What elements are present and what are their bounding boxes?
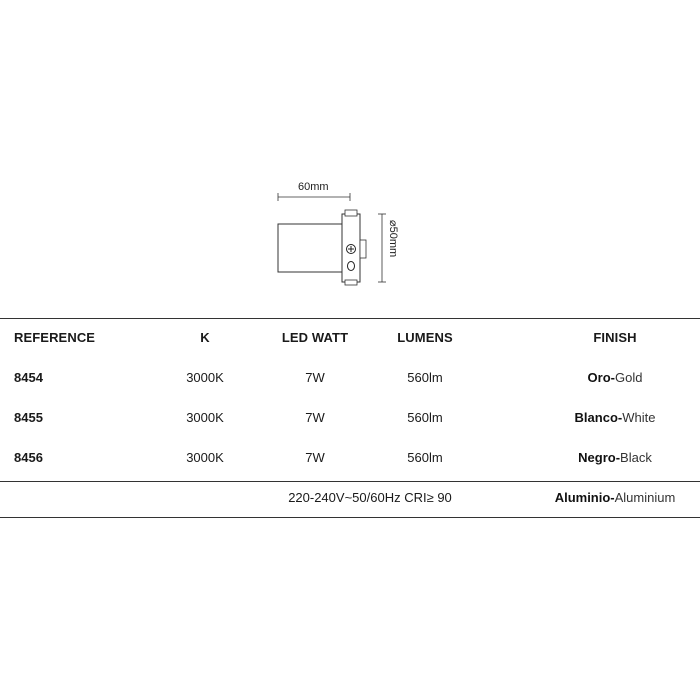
- lamp-body: [278, 224, 342, 272]
- finish-en: Gold: [614, 370, 643, 385]
- row-8454-finish: [540, 369, 690, 387]
- row-8454-k: 3000K: [186, 370, 224, 385]
- material: [530, 489, 700, 507]
- header-led-watt: LED WATT: [281, 330, 349, 345]
- screw-bottom: [348, 262, 355, 271]
- table-top-rule: [0, 318, 700, 319]
- finish-es: Oro-: [587, 370, 615, 385]
- row-8455-reference: 8455: [14, 410, 43, 425]
- row-8455-led-watt: 7W: [305, 410, 325, 425]
- material-es: Aluminio-: [554, 490, 615, 505]
- width-dimension-label: 60mm: [298, 181, 329, 193]
- product-dimension-drawing: [260, 170, 410, 300]
- header-reference: REFERENCE: [14, 330, 96, 345]
- row-8456-k: 3000K: [186, 450, 224, 465]
- row-8456-finish: [540, 449, 690, 467]
- table-bottom-rule: [0, 517, 700, 518]
- finish-es: Negro-: [578, 450, 621, 465]
- header-finish: FINISH: [593, 330, 637, 345]
- finish-en: White: [622, 410, 656, 425]
- row-8455-finish: [540, 409, 690, 427]
- row-8455-lumens: 560lm: [407, 410, 443, 425]
- material-en: Aluminium: [614, 490, 676, 505]
- finish-es: Blanco-: [574, 410, 623, 425]
- row-8454-led-watt: 7W: [305, 370, 325, 385]
- header-lumens: LUMENS: [397, 330, 453, 345]
- table-mid-rule: [0, 481, 700, 482]
- row-8454-reference: 8454: [14, 370, 43, 385]
- row-8454-lumens: 560lm: [407, 370, 443, 385]
- header-k: K: [200, 330, 210, 345]
- finish-en: Black: [620, 450, 652, 465]
- electrical-specs: 220-240V~50/60Hz CRI≥ 90: [288, 490, 452, 505]
- row-8456-reference: 8456: [14, 450, 43, 465]
- row-8456-led-watt: 7W: [305, 450, 325, 465]
- dimension-diagram: [260, 170, 410, 300]
- row-8455-k: 3000K: [186, 410, 224, 425]
- diameter-dimension-label: ⌀50mm: [387, 220, 399, 258]
- row-8456-lumens: 560lm: [407, 450, 443, 465]
